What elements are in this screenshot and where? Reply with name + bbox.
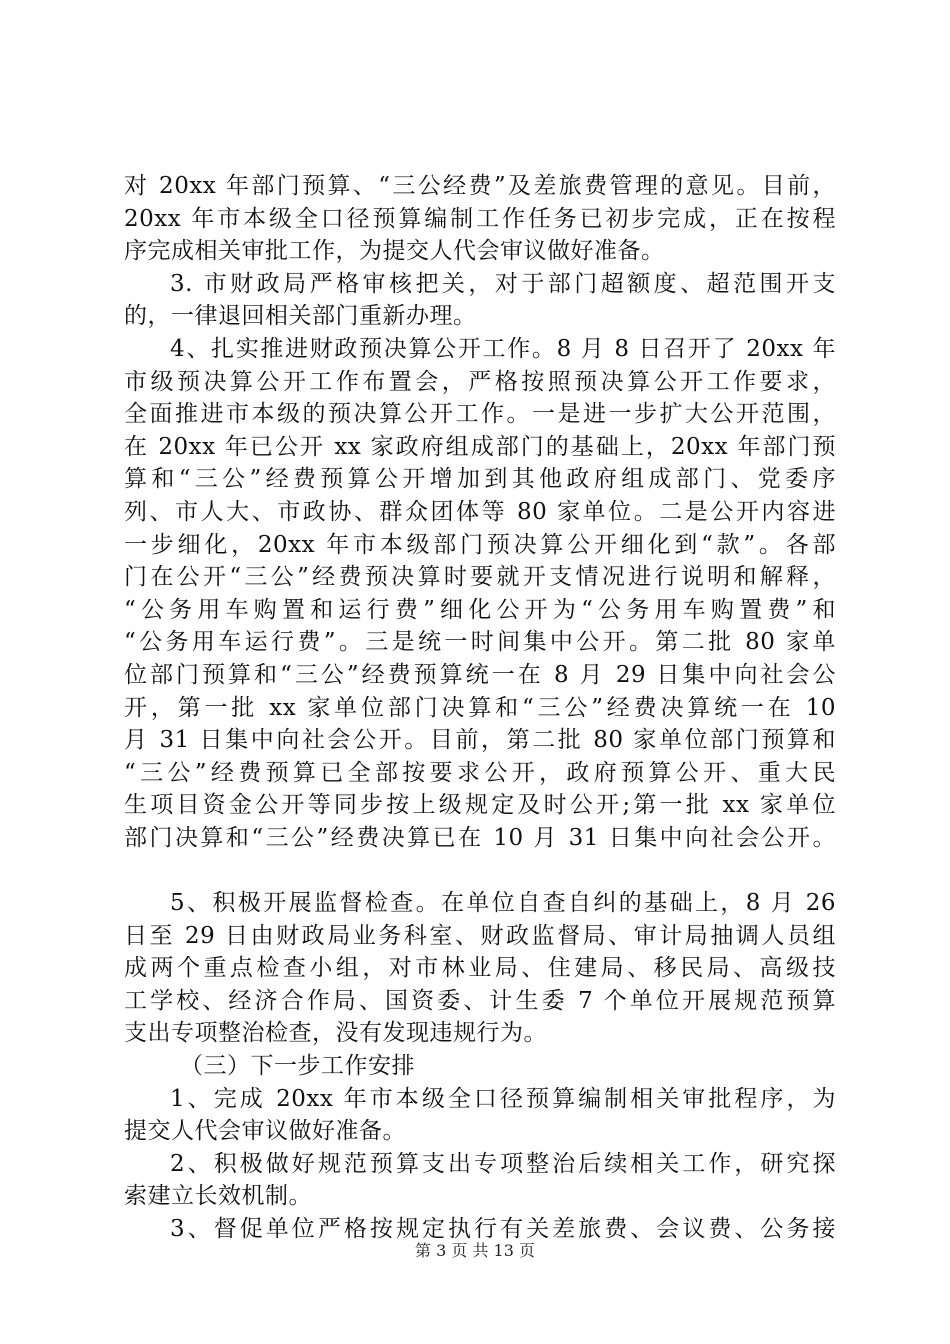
text-line: 全面推进市本级的预决算公开工作。一是进一步扩大公开范围，: [124, 401, 836, 428]
text-line: 20xx 年市本级全口径预算编制工作任务已初步完成，正在按程: [124, 205, 836, 232]
text-line: 日至 29 日由财政局业务科室、财政监督局、审计局抽调人员组: [124, 922, 836, 949]
text-line: 开，第一批 xx 家单位部门决算和“三公”经费决算统一在 10: [124, 694, 836, 721]
text-line: 在 20xx 年已公开 xx 家政府组成部门的基础上，20xx 年部门预: [124, 433, 836, 460]
text-line: 工学校、经济合作局、国资委、计生委 7 个单位开展规范预算: [124, 987, 836, 1014]
text-line: 5、积极开展监督检查。在单位自查自纠的基础上，8 月 26: [170, 890, 836, 917]
text-line: “公务用车运行费”。三是统一时间集中公开。第二批 80 家单: [124, 629, 836, 656]
text-line: 生项目资金公开等同步按上级规定及时公开;第一批 xx 家单位: [124, 792, 836, 819]
text-line: 对 20xx 年部门预算、“三公经费”及差旅费管理的意见。目前，: [124, 173, 836, 199]
text-line: 成两个重点检查小组，对市林业局、住建局、移民局、高级技: [124, 955, 836, 982]
text-line: 索建立长效机制。: [124, 1183, 312, 1210]
text-line: 序完成相关审批工作，为提交人代会审议做好准备。: [124, 238, 665, 265]
text-line: 算和“三公”经费预算公开增加到其他政府组成部门、党委序: [124, 466, 836, 493]
text-line: 部门决算和“三公”经费决算已在 10 月 31 日集中向社会公开。: [124, 824, 836, 851]
text-line: 3、督促单位严格按规定执行有关差旅费、会议费、公务接: [170, 1216, 836, 1242]
text-line: 的，一律退回相关部门重新办理。: [124, 303, 477, 330]
text-line: 列、市人大、市政协、群众团体等 80 家单位。二是公开内容进: [124, 498, 836, 525]
text-line: 3. 市财政局严格审核把关，对于部门超额度、超范围开支: [170, 270, 836, 297]
document-body: [124, 170, 836, 1246]
text-line: 月 31 日集中向社会公开。目前，第二批 80 家单位部门预算和: [124, 727, 836, 754]
section-heading: （三）下一步工作安排: [180, 1053, 415, 1080]
text-line: 一步细化，20xx 年市本级部门预决算公开细化到“款”。各部: [124, 531, 836, 558]
text-line: 1、完成 20xx 年市本级全口径预算编制相关审批程序，为: [170, 1085, 836, 1112]
text-line: 2、积极做好规范预算支出专项整治后续相关工作，研究探: [170, 1150, 836, 1177]
text-line: 提交人代会审议做好准备。: [124, 1118, 406, 1145]
text-line: 位部门预算和“三公”经费预算统一在 8 月 29 日集中向社会公: [124, 661, 836, 688]
text-line: 4、扎实推进财政预决算公开工作。8 月 8 日召开了 20xx 年: [170, 335, 836, 362]
text-line: 支出专项整治检查，没有发现违规行为。: [124, 1020, 547, 1047]
text-line: 市级预决算公开工作布置会，严格按照预决算公开工作要求，: [124, 368, 836, 395]
text-line: “公务用车购置和运行费”细化公开为“公务用车购置费”和: [124, 596, 836, 623]
page-number: 第 3 页 共 13 页: [415, 1241, 535, 1260]
text-line: 门在公开“三公”经费预决算时要就开支情况进行说明和解释，: [124, 564, 836, 591]
text-line: “三公”经费预算已全部按要求公开，政府预算公开、重大民: [124, 759, 836, 786]
paragraph-gap: [124, 854, 836, 887]
